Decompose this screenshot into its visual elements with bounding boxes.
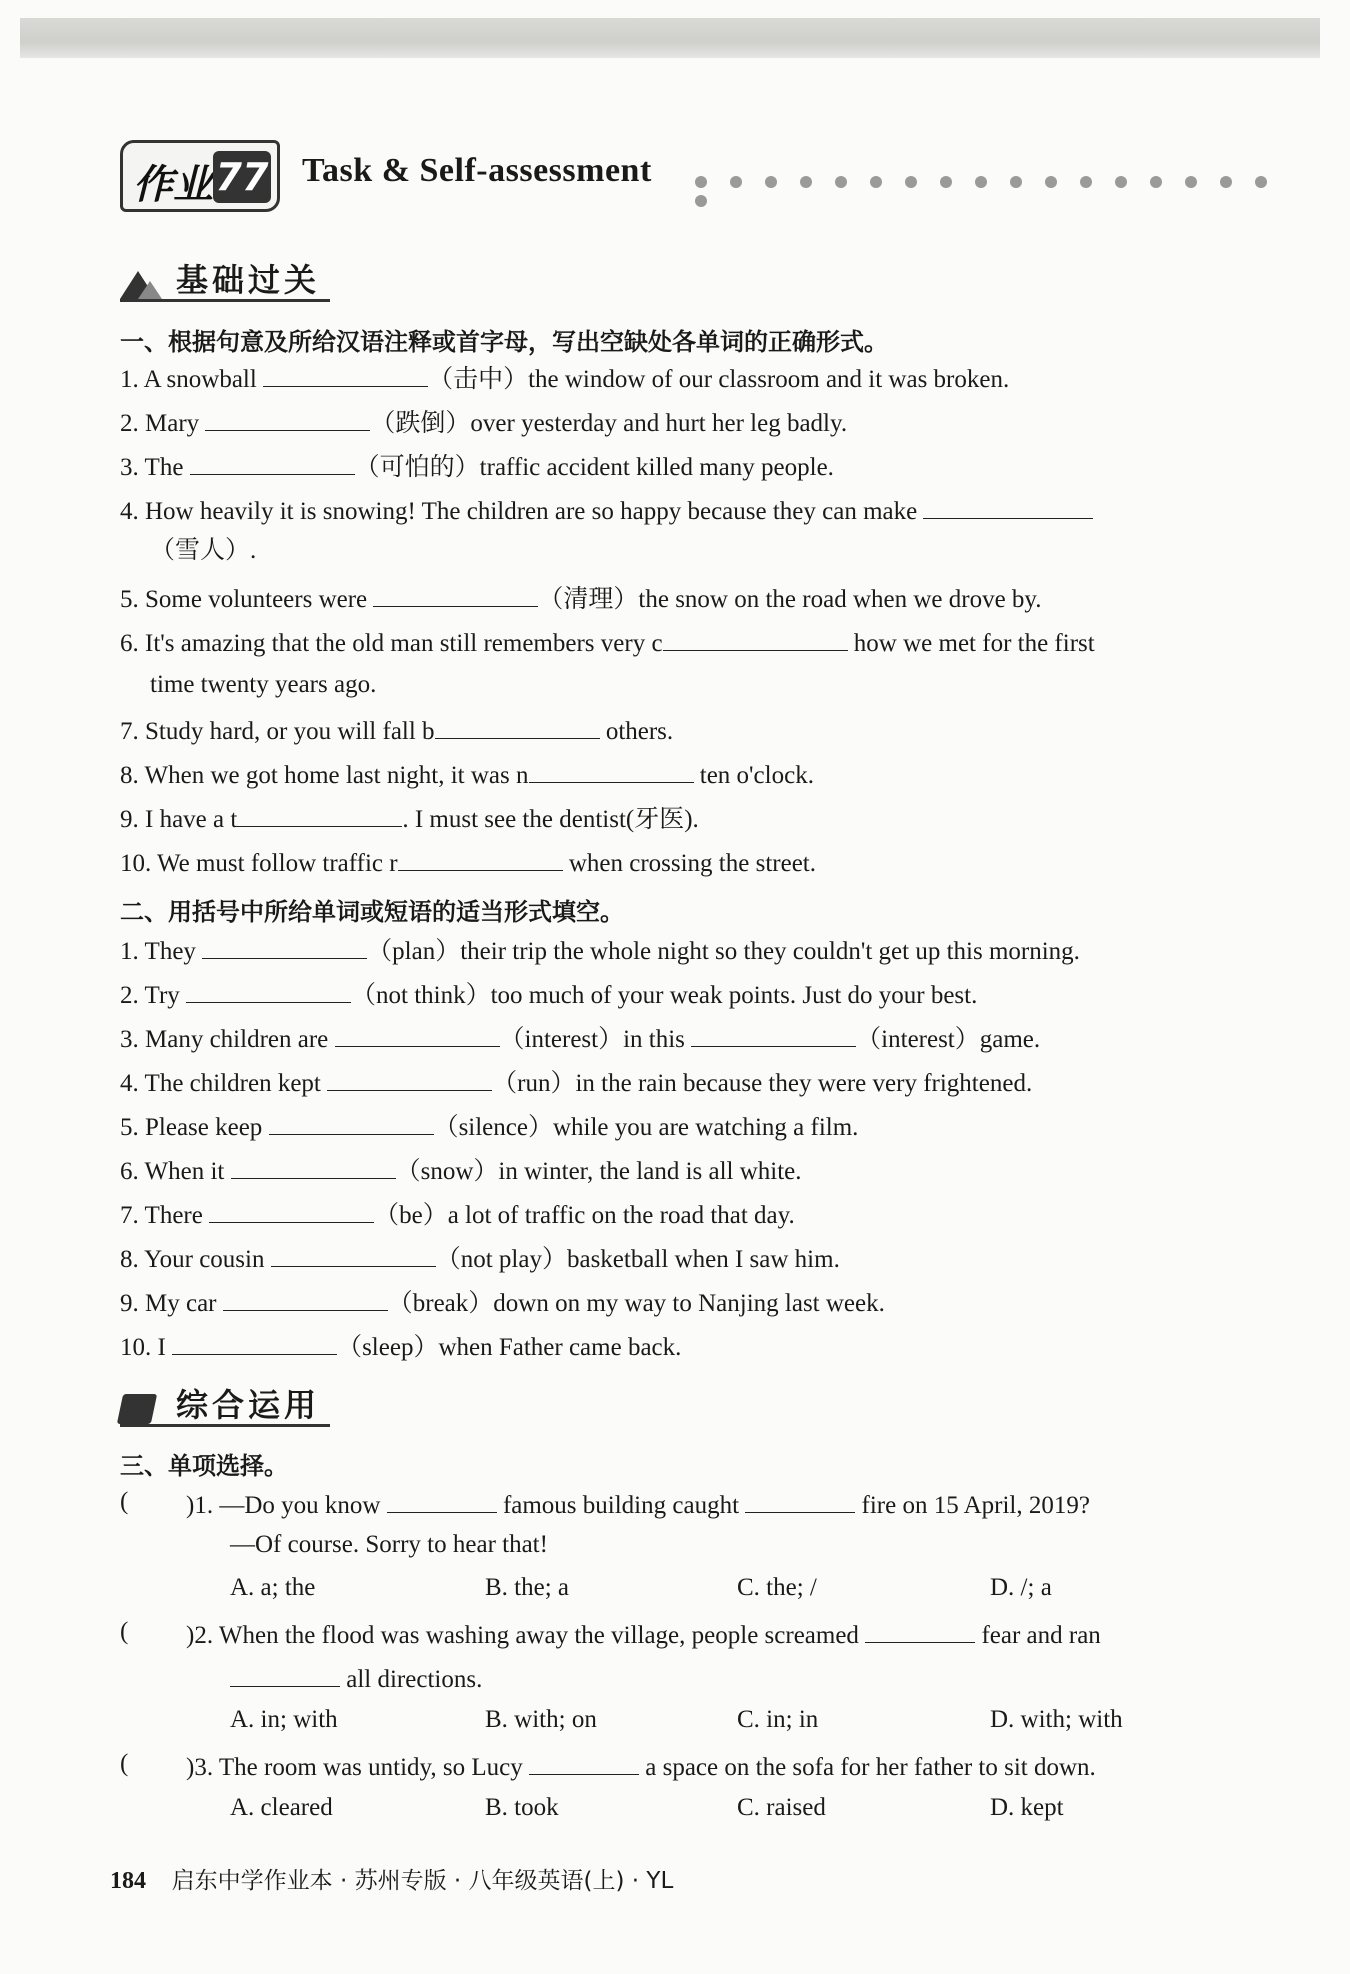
part3-instruction: 三、单项选择。: [120, 1452, 288, 1480]
option-a[interactable]: A. a; the: [230, 1574, 316, 1601]
answer-bracket[interactable]: (: [120, 1750, 129, 1777]
list-item: 5. Some volunteers were （清理）the snow on the road when we drove by.: [120, 582, 1042, 615]
badge-number: 77: [213, 151, 271, 203]
question-2: )2. When the flood was washing away the village, people screamed fear and ran: [186, 1618, 1101, 1651]
section-label: 基础过关: [176, 261, 321, 299]
answer-blank[interactable]: [327, 1066, 492, 1091]
answer-blank[interactable]: [387, 1488, 497, 1513]
assignment-header: [120, 140, 1310, 220]
list-item: 9. I have a t . I must see the dentist(牙医).: [120, 802, 699, 835]
list-item: 10. I （sleep）when Father came back.: [120, 1330, 681, 1363]
list-item: 6. When it （snow）in winter, the land is all white.: [120, 1154, 802, 1187]
answer-blank[interactable]: [923, 494, 1093, 519]
question-2-continuation: all directions.: [230, 1662, 482, 1695]
answer-blank[interactable]: [745, 1488, 855, 1513]
list-item-continuation: time twenty years ago.: [150, 671, 377, 698]
option-d[interactable]: D. kept: [990, 1794, 1064, 1821]
section-heading-basics: [120, 255, 330, 302]
list-item: 6. It's amazing that the old man still remembers very c how we met for the first: [120, 626, 1095, 659]
option-b[interactable]: B. took: [485, 1794, 559, 1821]
answer-blank[interactable]: [186, 978, 351, 1003]
answer-blank[interactable]: [663, 626, 848, 651]
option-d[interactable]: D. /; a: [990, 1574, 1052, 1601]
answer-blank[interactable]: [231, 1154, 396, 1179]
answer-blank[interactable]: [223, 1286, 388, 1311]
answer-blank[interactable]: [529, 758, 694, 783]
option-c[interactable]: C. the; /: [737, 1574, 817, 1601]
page-title: Task & Self-assessment: [302, 152, 652, 189]
option-c[interactable]: C. raised: [737, 1794, 826, 1821]
list-item: 5. Please keep （silence）while you are watching a film.: [120, 1110, 858, 1143]
option-c[interactable]: C. in; in: [737, 1706, 819, 1733]
list-item-continuation: （雪人）.: [150, 537, 257, 564]
answer-blank[interactable]: [202, 934, 367, 959]
question-3: )3. The room was untidy, so Lucy a space on the sofa for her father to sit down.: [186, 1750, 1096, 1783]
page-number: 184: [110, 1868, 146, 1894]
question-1-reply: —Of course. Sorry to hear that!: [230, 1531, 548, 1558]
option-d[interactable]: D. with; with: [990, 1706, 1123, 1733]
answer-bracket[interactable]: (: [120, 1618, 129, 1645]
list-item: 4. The children kept （run）in the rain because they were very frightened.: [120, 1066, 1032, 1099]
answer-blank[interactable]: [335, 1022, 500, 1047]
answer-blank[interactable]: [865, 1618, 975, 1643]
list-item: 3. Many children are （interest）in this （interest）game.: [120, 1022, 1040, 1055]
answer-blank[interactable]: [237, 802, 402, 827]
list-item: 7. Study hard, or you will fall b others.: [120, 714, 673, 747]
option-b[interactable]: B. the; a: [485, 1574, 570, 1601]
list-item: 7. There （be）a lot of traffic on the road that day.: [120, 1198, 795, 1231]
answer-blank[interactable]: [209, 1198, 374, 1223]
option-b[interactable]: B. with; on: [485, 1706, 597, 1733]
answer-blank[interactable]: [435, 714, 600, 739]
answer-blank[interactable]: [271, 1242, 436, 1267]
list-item: 3. The （可怕的）traffic accident killed many people.: [120, 450, 834, 483]
option-a[interactable]: A. cleared: [230, 1794, 333, 1821]
list-item: 1. A snowball （击中）the window of our classroom and it was broken.: [120, 362, 1009, 395]
answer-blank[interactable]: [398, 846, 563, 871]
part1-instruction: 一、根据句意及所给汉语注释或首字母，写出空缺处各单词的正确形式。: [120, 328, 888, 356]
assignment-badge: [120, 140, 280, 212]
scan-edge: [20, 18, 1320, 58]
answer-blank[interactable]: [205, 406, 370, 431]
list-item: 9. My car （break）down on my way to Nanjing last week.: [120, 1286, 885, 1319]
dot-rule: [695, 173, 1315, 185]
section-heading-practice: [120, 1380, 330, 1427]
section-label: 综合运用: [176, 1386, 321, 1424]
answer-blank[interactable]: [190, 450, 355, 475]
footer-text: 启东中学作业本 · 苏州专版 · 八年级英语(上) · YL: [171, 1868, 674, 1894]
answer-blank[interactable]: [263, 362, 428, 387]
list-item: 8. When we got home last night, it was n ten o'clock.: [120, 758, 814, 791]
list-item: 2. Try （not think）too much of your weak points. Just do your best.: [120, 978, 977, 1011]
list-item: 2. Mary （跌倒）over yesterday and hurt her leg badly.: [120, 406, 847, 439]
list-item: 10. We must follow traffic r when crossing the street.: [120, 846, 816, 879]
triangle-icon-inner: [138, 281, 162, 299]
list-item: 1. They （plan）their trip the whole night so they couldn't get up this morning.: [120, 934, 1080, 967]
block-icon: [117, 1394, 157, 1424]
badge-label: 作业: [133, 162, 213, 208]
answer-blank[interactable]: [529, 1750, 639, 1775]
answer-blank[interactable]: [230, 1662, 340, 1687]
option-a[interactable]: A. in; with: [230, 1706, 338, 1733]
question-1: )1. —Do you know famous building caught fire on 15 April, 2019?: [186, 1488, 1090, 1521]
answer-bracket[interactable]: (: [120, 1488, 129, 1515]
page-footer: [110, 1862, 673, 1895]
list-item: 8. Your cousin （not play）basketball when I saw him.: [120, 1242, 840, 1275]
part2-instruction: 二、用括号中所给单词或短语的适当形式填空。: [120, 898, 624, 926]
answer-blank[interactable]: [172, 1330, 337, 1355]
answer-blank[interactable]: [269, 1110, 434, 1135]
answer-blank[interactable]: [691, 1022, 856, 1047]
list-item: 4. How heavily it is snowing! The children are so happy because they can make: [120, 494, 1093, 527]
answer-blank[interactable]: [373, 582, 538, 607]
